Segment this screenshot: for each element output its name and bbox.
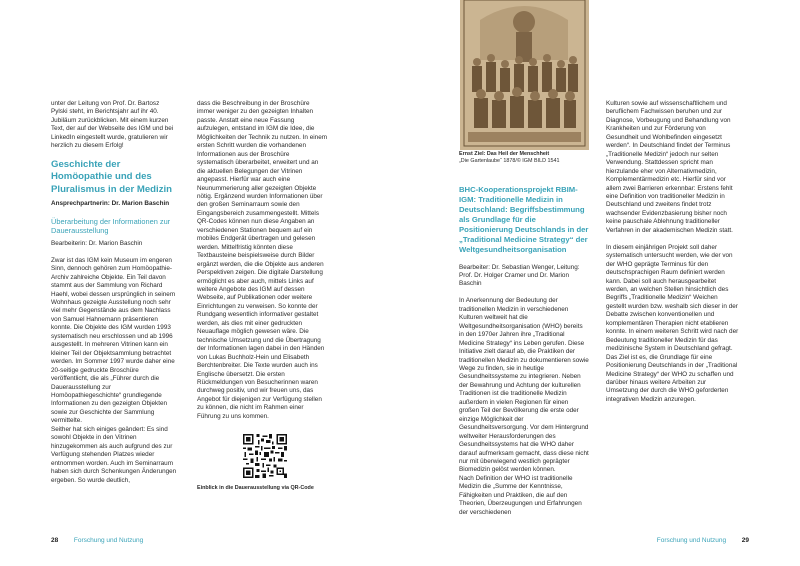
contact-line: Ansprechpartnerin: Dr. Marion Baschin <box>51 199 170 207</box>
editor-line: Bearbeiterin: Dr. Marion Baschin <box>51 239 143 247</box>
body-paragraph: Zwar ist das IGM kein Museum im engeren Sinn, dennoch gehören zum Homöopathie-Archiv zahlreiche Objekte. Ein Teil davon stammt aus der Sammlung von Richard Haehl, wobei dessen ursprünglich in seinem Wohnhaus gezeigte Ausstellung noch sehr viel mehr Gegenstände aus dem Nachlass von Samuel Hahnemann präsentieren konnte. Die Objekte des IGM wurden 1993 systematisch neu erschlossen und ab 1996 ausgestellt. In mehreren Vitrinen kann ein kleiner Teil der Objektsammlung betrachtet werden. Im Sommer 1997 wurde daher eine 20-seitige gedruckte Broschüre veröffentlicht, die als „Führer durch die Dauerausstellung zur Homöopathiegeschichte“ grundlegende Informationen zu den gezeigten Objekten sowie zur Geschichte der Sammlung vermittelte. <box>51 256 176 425</box>
left-page-column-2 <box>197 100 327 421</box>
intro-paragraph: unter der Leitung von Prof. Dr. Bartosz Pylski steht, im Berichtsjahr auf ihr 40. Jubiläum zurückblicken. Mit einem kurzen Text, der auf der Webseite des IGM und bei LinkedIn eingestellt wurde, gratulieren wir herzlich zu diesem Erfolg! <box>51 100 174 150</box>
body-paragraph-2: Seither hat sich einiges geändert: Es sind sowohl Objekte in den Vitrinen hinzugekommen als auch aufgrund des zur Verfügung stehenden Platzes wieder entnommen worden. Auch im Seminarraum haben sich durch Schenkungen Änderungen ergeben. So wurde deutlich, <box>51 425 177 484</box>
footer-section-title-right: Forschung und Nutzung <box>656 537 727 544</box>
right-page-column-3 <box>459 185 589 517</box>
section-heading-homeopathy: Geschichte der Homöopathie und des Pluralismus in der Medizin <box>51 159 173 195</box>
image-caption <box>459 151 594 165</box>
section-heading-bhc-project: BHC-Kooperationsprojekt RBIM-IGM: Traditionelle Medizin in Deutschland: Begriffsbestimmung als Grundlage für die Positionierung Deutschlands in der „Traditional Medicine Strategy“ der Weltgesundheitsorganisation <box>459 185 589 254</box>
footer-section-title-left: Forschung und Nutzung <box>73 537 144 544</box>
right-page-column-4 <box>606 100 739 404</box>
body-paragraph: In Anerkennung der Bedeutung der traditionellen Medizin in verschiedenen Kulturen weltweit hat die Weltgesundheitsorganisation (WHO) bereits in den 1970er Jahren ihre „Traditional Medicine Strategy“ ins Leben gerufen. Diese Initiative zielt darauf ab, die Praktiken der traditionellen Medizin zu dokumentieren sowie Wege zu finden, sie in heutige Gesundheitssysteme zu integrieren. Neben der Bewahrung und Achtung der kulturellen Traditionen ist die traditionelle Medizin außerdem in vielen Regionen für einen großen Teil der Bevölkerung die erste oder einzige Möglichkeit der Gesundheitsversorgung. Vor dem Hintergrund weltweiter Herausforderungen des Gesundheitssystems hat die WHO daher darauf aufmerksam gemacht, dass diese nicht nur mit überwiegend westlich geprägter Biomedizin gelöst werden können. <box>459 297 589 474</box>
image-caption-source: „Die Gartenlaube“ 1878/© IGM BILD 1541 <box>459 158 560 165</box>
page-number-right: 29 <box>741 537 749 544</box>
body-paragraph-2: In diesem einjährigen Projekt soll daher systematisch untersucht werden, wie der von der WHO geprägte Terminus für den deutschsprachigen Raum definiert werden kann. Dabei soll auch herausgearbeitet werden, an welchen Stellen hinsichtlich des Begriffs „Traditionelle Medizin“ Weichen gestellt wurden bzw. weshalb sich dieser in der Debatte zwischen konventionellen und komplementären Therapien nicht etablieren konnte. In einem weiteren Schritt wird nach der Bedeutung traditioneller Medizin für das medizinische System in Deutschland gefragt. Das Ziel ist es, die Grundlage für eine Positionierung Deutschlands in der „Traditional Medicine Strategy“ der WHO zu schaffen und darüber hinaus weitere Arbeiten zur Umsetzung der durch die WHO geforderten integrativen Medizin anzuregen. <box>606 243 739 403</box>
editors-line: Bearbeiter: Dr. Sebastian Wenger, Leitung: Prof. Dr. Holger Cramer und Dr. Marion Baschin <box>459 263 580 288</box>
left-page-column-1 <box>51 100 177 485</box>
body-paragraph-2: Nach Definition der WHO ist traditionelle Medizin die „Summe der Kenntnisse, Fähigkeiten und Praktiken, die auf den Theorien, Überzeugungen und Erfahrungen der verschiedenen <box>459 474 582 516</box>
page-number-left: 28 <box>51 537 59 544</box>
qr-code-icon[interactable] <box>243 434 287 478</box>
subheading-exhibition: Überarbeitung der Informationen zur Dauerausstellung <box>51 216 171 236</box>
footer-right <box>657 537 749 544</box>
engraving-illustration <box>460 0 589 150</box>
image-caption-title: Ernst Ziel: Das Heil der Menschheit <box>459 151 550 157</box>
footer-left <box>51 537 143 544</box>
qr-code-caption: Einblick in die Dauerausstellung via QR-Code <box>197 485 314 491</box>
body-paragraph: dass die Beschreibung in der Broschüre immer weniger zu den gezeigten Inhalten passte. Anstatt eine neue Fassung aufzulegen, entstand im IGM die Idee, die Möglichkeiten der Technik zu nutzen. In einem ersten Schritt wurden die vorhandenen Informationen aus der Broschüre systematisch überarbeitet, erweitert und an die aktuellen Belegungen der Vitrinen angepasst. Hierfür war auch eine Neunummerierung aller gezeigten Objekte nötig. Ergänzend wurden Informationen über den großen Seminarraum sowie den Eingangsbereich zusammengestellt. Mittels QR-Codes können nun diese Angaben an verschiedenen Stationen bequem auf ein mobiles Endgerät übertragen und gelesen werden. Mittelfristig könnten diese Textbausteine beispielsweise durch Bilder ergänzt werden, die die Objekte aus anderen Perspektiven zeigen. Die digitale Darstellung ermöglicht es aber auch, mittels Links auf weitere Angebote des IGM auf dessen Webseite, auf Publikationen oder weitere Einrichtungen zu verweisen. So konnte der Rundgang wesentlich informativer gestaltet werden, als dies mit einer gedruckten Neuauflage möglich gewesen wäre. Die technische Umsetzung und die Übertragung der Informationen lagen dabei in den Händen von Lukas Buchholz-Hein und Elisabeth Berchtenbreiter. Die Texte wurden auch ins Englische übersetzt. Die ersten Rückmeldungen von Besucherinnen waren durchweg positiv, und wir freuen uns, das Angebot für diejenigen zur Verfügung stellen zu können, die nicht im Rahmen einer Führung zu uns kommen. <box>197 100 328 420</box>
body-paragraph: Kulturen sowie auf wissenschaftlichem und beruflichem Fachwissen beruhen und zur Diagnose, Vorbeugung und Behandlung von Krankheiten und zur Förderung von Gesundheit und Wohlbefinden eingesetzt werden“. In Deutschland findet der Terminus „Traditionelle Medizin“ jedoch nur selten Verwendung. Stattdessen spricht man hierzulande eher von Alternativmedizin, Komplementärmedizin etc. Hierfür sind vor allem zwei Barrieren erkennbar: Erstens fehlt eine Definition von traditioneller Medizin in Deutschland und zweitens findet trotz wachsender Evidenzbasierung bisher noch keine pauschale Ablehnung traditioneller Verfahren in der akademischen Medizin statt. <box>606 100 733 234</box>
